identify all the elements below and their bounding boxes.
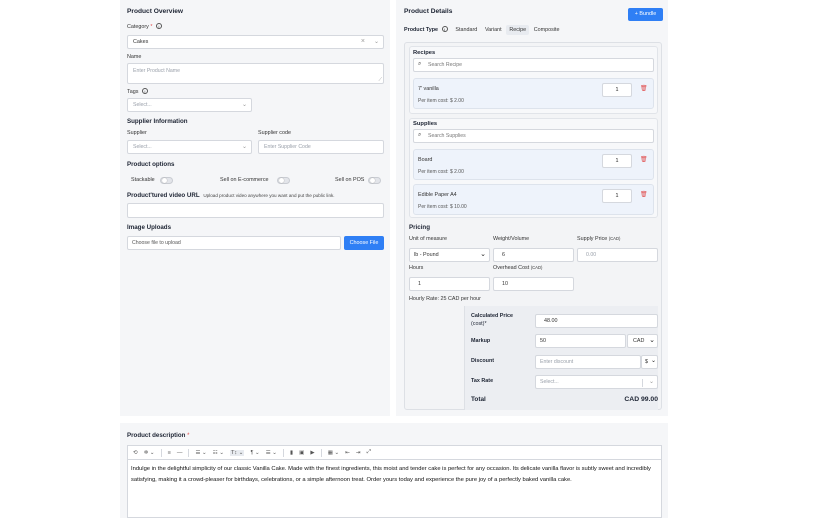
supply-item-name: Board [418, 157, 433, 163]
name-input[interactable] [127, 63, 384, 84]
magic-icon[interactable]: ✲ ⌄ [143, 449, 155, 456]
stackable-toggle[interactable] [160, 177, 173, 184]
unit-value: lb - Pound [414, 252, 439, 258]
supply-item-cost: Per item cost: $ 10.00 [418, 204, 467, 210]
name-placeholder: Enter Product Name [133, 68, 180, 74]
chevron-down-icon[interactable]: ⌄ [648, 379, 654, 385]
markup-label: Markup [471, 338, 491, 344]
unit-label: Unit of measure [409, 236, 448, 242]
table-icon[interactable]: ▦ ⌄ [327, 449, 340, 456]
overhead-input[interactable] [493, 277, 574, 291]
category-label: Category * i [127, 23, 162, 30]
search-icon: ⌕ [418, 61, 422, 67]
trash-icon[interactable]: 🗑 [640, 86, 648, 92]
supply-item-qty[interactable]: 1 [602, 154, 632, 168]
align-icon[interactable]: ☰ ⌄ [265, 449, 277, 456]
total-value: CAD 99.00 [624, 396, 658, 403]
supply-price-input[interactable] [577, 248, 658, 262]
font-size-icon[interactable]: T↕ ⌄ [231, 449, 244, 456]
category-select[interactable] [127, 35, 384, 49]
resize-handle-icon[interactable]: ⟋ [378, 77, 382, 83]
discount-placeholder: Enter discount [540, 359, 574, 365]
supply-search-placeholder: Search Supplies [428, 133, 466, 139]
align-left-icon[interactable]: ≡ [167, 449, 171, 456]
supplier-code-input[interactable] [258, 140, 384, 154]
chevron-down-icon[interactable]: ⌄ [650, 358, 656, 364]
bundle-button[interactable]: + Bundle [628, 8, 663, 21]
recipe-item [413, 78, 654, 109]
image-file-placeholder: Choose file to upload [132, 240, 181, 246]
hr-icon[interactable]: — [176, 449, 183, 456]
recipe-search-placeholder: Search Recipe [428, 62, 463, 68]
supply-price-placeholder: 0.00 [586, 252, 597, 258]
video-url-hint: Upload product video anywhere you want and put the public link. [203, 193, 335, 198]
recipes-title: Recipes [413, 50, 436, 56]
product-overview-title: Product Overview [127, 8, 184, 15]
chevron-down-icon[interactable]: ⌄ [649, 337, 655, 344]
discount-label: Discount [471, 358, 495, 364]
category-value: Cakes [133, 39, 149, 45]
hours-label: Hours [409, 265, 424, 271]
supplies-title: Supplies [413, 121, 438, 127]
supplier-section-title: Supplier Information [127, 118, 188, 125]
recipe-item-name: 7' vanilla [418, 86, 439, 92]
ecommerce-toggle[interactable] [277, 177, 290, 184]
recipe-item-qty[interactable]: 1 [602, 83, 632, 97]
supplier-placeholder: Select... [133, 144, 152, 150]
markup-currency-value: CAD [633, 338, 645, 344]
discount-input[interactable] [535, 355, 641, 369]
hours-value: 1 [418, 281, 421, 287]
markup-input[interactable] [535, 334, 626, 348]
info-icon[interactable]: i [442, 26, 448, 32]
markup-currency-select[interactable] [627, 334, 658, 348]
product-type-row [404, 26, 563, 33]
supply-item [413, 149, 654, 180]
supplier-select[interactable] [127, 140, 252, 154]
choose-file-button[interactable]: Choose File [344, 236, 384, 250]
video-url-title: Product'tured video URL [127, 192, 200, 199]
paint-icon[interactable]: ⟲ [133, 449, 138, 456]
calc-price-input [535, 314, 658, 328]
editor-toolbar [127, 445, 662, 459]
supply-item [413, 184, 654, 215]
stackable-label: Stackable [131, 177, 155, 183]
product-type-label: Product Type [404, 27, 439, 33]
image-uploads-title: Image Uploads [127, 224, 172, 231]
video-url-heading [127, 192, 335, 199]
description-text: Indulge in the delightful simplicity of our classic Vanilla Cake. Made with the finest ingredients, this moist and tender cake is perfect for any occasion. Its delicate vanilla flavor is subtly sweet and incredibly satisfying, making it a crowd-pleaser for birthdays, celebrations, or a simple afternoon treat. Order yours today and experience the pure joy of a perfectly baked vanilla cake. [131, 466, 651, 483]
info-icon[interactable]: i [156, 23, 162, 29]
supplier-code-placeholder: Enter Supplier Code [264, 144, 311, 150]
tax-rate-select[interactable] [535, 375, 658, 389]
supply-price-label: Supply Price (CAD) [577, 236, 621, 242]
tax-rate-placeholder: Select... [540, 379, 559, 385]
supply-item-cost: Per item cost: $ 2.00 [418, 169, 464, 175]
calc-price-label: Calculated Price (cost)* [471, 313, 513, 327]
markup-value: 50 [540, 338, 546, 344]
weight-label: Weight/Volume [493, 236, 530, 242]
discount-type-select[interactable] [641, 355, 658, 369]
indent-icon[interactable]: ⇥ [355, 449, 361, 456]
trash-icon[interactable]: 🗑 [640, 192, 648, 198]
pricing-title: Pricing [409, 224, 430, 231]
recipe-search-input[interactable] [413, 58, 654, 72]
supplier-label: Supplier [127, 130, 147, 136]
product-options-title: Product options [127, 161, 175, 168]
select-separator [642, 379, 643, 387]
description-editor[interactable] [127, 459, 662, 518]
unit-select[interactable] [409, 248, 490, 262]
search-icon: ⌕ [418, 132, 422, 138]
supply-item-name: Edible Paper A4 [418, 192, 457, 198]
overhead-value: 10 [502, 281, 508, 287]
description-title: Product description [127, 432, 186, 439]
chevron-down-icon[interactable]: ⌄ [480, 251, 486, 258]
recipe-item-cost: Per item cost: $ 2.00 [418, 98, 464, 104]
chevron-down-icon[interactable]: ⌄ [373, 39, 379, 45]
hours-input[interactable] [409, 277, 490, 291]
tab-recipe[interactable]: Recipe [506, 25, 529, 35]
weight-input[interactable] [493, 248, 574, 262]
file-icon[interactable]: ▮ [290, 449, 294, 456]
hourly-rate-text: Hourly Rate: 25 CAD per hour [409, 296, 481, 302]
supply-item-qty[interactable]: 1 [602, 189, 632, 203]
tags-label: Tags i [127, 88, 148, 95]
calc-price-value: 48.00 [544, 318, 558, 324]
product-details-title: Product Details [404, 8, 453, 15]
supplier-code-label: Supplier code [258, 130, 291, 136]
video-icon[interactable]: ▶ [310, 449, 315, 456]
video-url-input[interactable] [127, 203, 384, 218]
clear-icon[interactable]: × [360, 38, 365, 45]
name-label: Name [127, 54, 142, 60]
weight-value: 6 [502, 252, 505, 258]
fullscreen-icon[interactable]: ⤢ [366, 449, 372, 455]
chevron-down-icon[interactable]: ⌄ [241, 102, 247, 108]
description-title-row: Product description * [127, 432, 190, 439]
info-icon[interactable]: i [142, 88, 148, 94]
tags-placeholder: Select... [133, 102, 152, 108]
total-label: Total [471, 396, 486, 403]
tax-rate-label: Tax Rate [471, 378, 494, 384]
pos-toggle[interactable] [368, 177, 381, 184]
image-icon[interactable]: ▣ [299, 449, 305, 456]
pos-label: Sell on POS [335, 177, 365, 183]
outdent-icon[interactable]: ⇤ [345, 449, 350, 456]
overhead-label: Overhead Cost (CAD) [493, 265, 543, 271]
supply-search-input[interactable] [413, 129, 654, 143]
numbered-list-icon[interactable]: ☷ ⌄ [212, 449, 225, 456]
tab-standard[interactable]: Standard [455, 27, 478, 33]
trash-icon[interactable]: 🗑 [640, 157, 648, 163]
tab-variant[interactable]: Variant [484, 27, 502, 33]
bullet-list-icon[interactable]: ☰ ⌄ [195, 449, 207, 456]
tags-select[interactable] [127, 98, 252, 112]
paragraph-icon[interactable]: ¶ ⌄ [250, 449, 260, 456]
tab-composite[interactable]: Composite [533, 27, 560, 33]
discount-symbol: $ [645, 359, 648, 365]
ecommerce-label: Sell on E-commerce [220, 177, 269, 183]
image-file-input[interactable] [127, 236, 341, 250]
chevron-down-icon[interactable]: ⌄ [241, 144, 247, 150]
